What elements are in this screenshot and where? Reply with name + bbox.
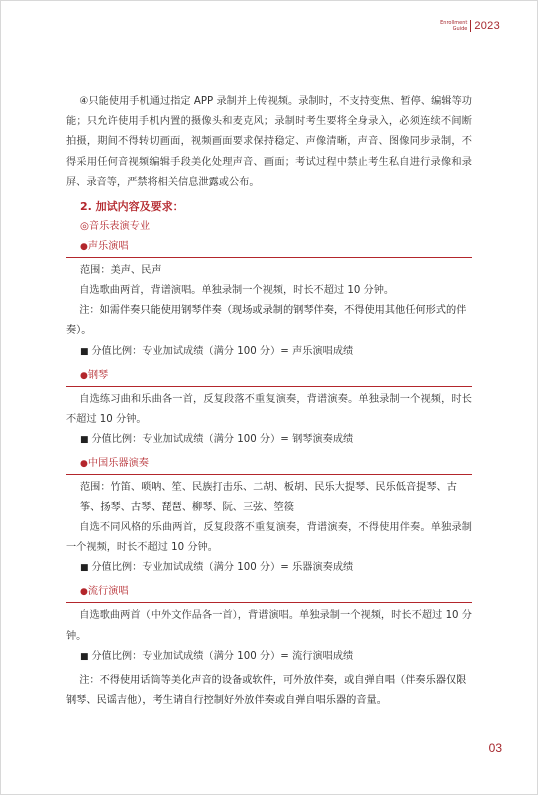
bullet-dot-icon: ● (80, 370, 88, 381)
category-heading-vocal (66, 237, 472, 258)
square-bullet-icon: ■ (80, 651, 92, 662)
category-range: 范围：竹笛、唢呐、笙、民族打击乐、二胡、板胡、民乐大提琴、民乐低音提琴、古筝、扬琴、古琴、琵琶、柳琴、阮、三弦、箜篌 (80, 482, 457, 514)
section-title: 2. 加试内容及要求： (80, 200, 184, 214)
score-ratio (66, 558, 472, 578)
category-description: 自选歌曲两首（中外文作品各一首），背谱演唱。单独录制一个视频，时长不超过 10 分钟。 (66, 610, 472, 642)
bullet-dot-icon: ● (80, 459, 88, 470)
bullet-dot-icon: ● (80, 242, 88, 253)
guide-line-1: Enrollment (440, 20, 468, 26)
category-heading-pop (66, 582, 472, 603)
score-text: 分值比例：专业加试成绩（满分 100 分）= 流行演唱成绩 (91, 650, 354, 662)
guide-label (440, 20, 471, 32)
category-heading-chinese-instruments (66, 454, 472, 475)
header-guide (440, 20, 500, 32)
category-description: 自选歌曲两首，背谱演唱。单独录制一个视频，时长不超过 10 分钟。 (79, 285, 395, 297)
guide-line-2: Guide (452, 26, 468, 32)
bullet-dot-icon: ● (80, 587, 88, 598)
score-text: 分值比例：专业加试成绩（满分 100 分）= 声乐演唱成绩 (91, 345, 354, 357)
category-title: 流行演唱 (87, 586, 129, 598)
category-title: 声乐演唱 (87, 241, 129, 253)
category-note: 注：不得使用话筒等美化声音的设备或软件，可外放伴奏，或自弹自唱（伴奏乐器仅限钢琴、民谣吉他），考生请自行控制好外放伴奏或自弹自唱乐器的音量。 (66, 674, 467, 707)
intro-paragraph: ④只能使用手机通过指定 APP 录制并上传视频。录制时，不支持变焦、暂停、编辑等功能；只允许使用手机内置的摄像头和麦克风；录制时考生要将全身录入，必须连续不间断拍摄，期间不得转切画面，视频画面要求保持稳定、声像清晰，声音、图像同步录制，不得采用任何音视频编辑手段美化处理声音、画面；考试过程中禁止考生私自进行录像和录屏、录音等，严禁将相关信息泄露或公布。 (66, 96, 472, 188)
category-description: 自选不同风格的乐曲两首，反复段落不重复演奏，背谱演奏，不得使用伴奏。单独录制一个视频，时长不超过 10 分钟。 (66, 522, 472, 554)
category-title: 钢琴 (87, 369, 109, 381)
category-range: 范围：美声、民声 (80, 265, 162, 277)
score-ratio (66, 342, 472, 362)
category-description: 自选练习曲和乐曲各一首，反复段落不重复演奏，背谱演奏。单独录制一个视频，时长不超过 10 分钟。 (66, 393, 472, 425)
category-title: 中国乐器演奏 (87, 458, 149, 470)
document-body (66, 92, 472, 711)
page-number: 03 (488, 741, 502, 755)
score-text: 分值比例：专业加试成绩（满分 100 分）= 钢琴演奏成绩 (91, 434, 354, 446)
header-year: 2023 (474, 20, 500, 32)
score-text: 分值比例：专业加试成绩（满分 100 分）= 乐器演奏成绩 (91, 562, 354, 574)
score-ratio (66, 430, 472, 450)
square-bullet-icon: ■ (80, 435, 92, 446)
score-ratio (66, 647, 472, 667)
category-heading-piano (66, 366, 472, 387)
square-bullet-icon: ■ (80, 563, 92, 574)
square-bullet-icon: ■ (80, 346, 92, 357)
major-heading: ◎音乐表演专业 (80, 221, 151, 233)
category-note: 注：如需伴奏只能使用钢琴伴奏（现场或录制的钢琴伴奏，不得使用其他任何形式的伴奏）。 (66, 305, 467, 337)
